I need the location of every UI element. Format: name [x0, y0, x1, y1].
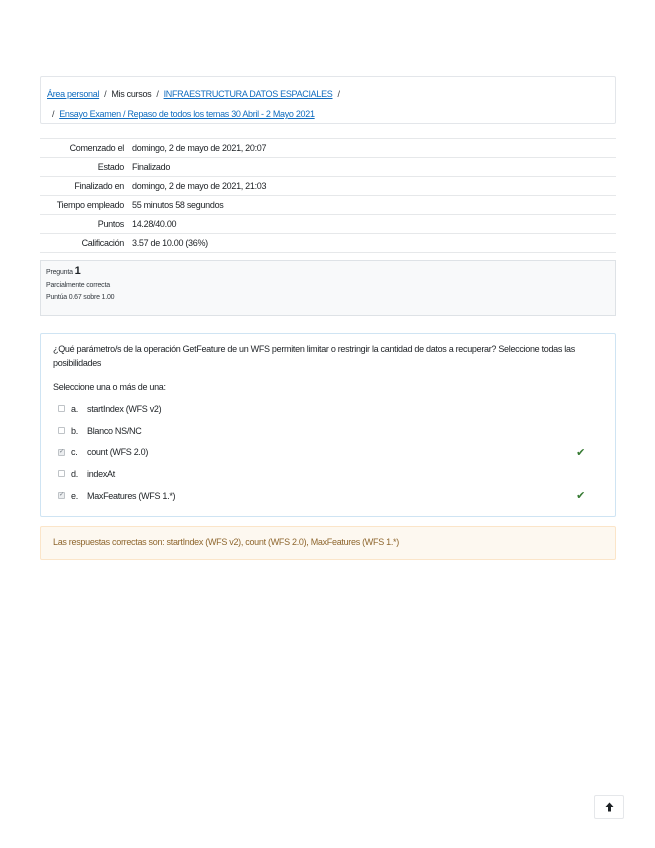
summary-value: 3.57 de 10.00 (36%): [132, 238, 208, 248]
breadcrumb-separator: /: [104, 89, 107, 99]
breadcrumb-course[interactable]: INFRAESTRUCTURA DATOS ESPACIALES: [163, 89, 333, 99]
summary-label: Calificación: [81, 238, 124, 248]
checkbox[interactable]: [58, 427, 65, 434]
summary-label: Estado: [97, 162, 124, 172]
breadcrumb-mis-cursos: Mis cursos: [111, 89, 152, 99]
question-info-panel: [40, 260, 616, 316]
breadcrumb-separator: /: [52, 109, 55, 119]
summary-row-finished: [40, 177, 616, 196]
summary-value: 55 minutos 58 segundos: [132, 200, 224, 210]
answer-option-d[interactable]: [53, 463, 603, 485]
summary-row-grade: [40, 234, 616, 253]
answer-option-b[interactable]: [53, 420, 603, 442]
question-number-value: 1: [74, 265, 81, 277]
option-label: startIndex (WFS v2): [87, 403, 162, 414]
summary-row-state: [40, 158, 616, 177]
checkbox[interactable]: [58, 470, 65, 477]
option-letter: e.: [71, 490, 78, 501]
answer-option-a[interactable]: [53, 398, 603, 420]
breadcrumb-separator: /: [156, 89, 159, 99]
summary-row-points: [40, 215, 616, 234]
check-icon: ✔: [576, 446, 585, 459]
summary-row-time: [40, 196, 616, 215]
option-label: indexAt: [87, 468, 115, 479]
summary-label: Finalizado en: [74, 181, 124, 191]
summary-label: Tiempo empleado: [56, 200, 124, 210]
checkbox[interactable]: [58, 405, 65, 412]
feedback-text: Las respuestas correctas son: startIndex (WFS v2), count (WFS 2.0), MaxFeatures (WFS 1.*): [53, 537, 399, 547]
option-letter: a.: [71, 403, 78, 414]
option-letter: b.: [71, 425, 78, 436]
breadcrumb: [40, 76, 616, 124]
option-label: MaxFeatures (WFS 1.*): [87, 490, 176, 501]
question-grade: Puntúa 0.67 sobre 1.00: [46, 294, 115, 301]
attempt-summary-table: [40, 138, 616, 253]
answer-prompt: Seleccione una o más de una:: [53, 382, 166, 392]
option-label: count (WFS 2.0): [87, 447, 149, 458]
question-state: Parcialmente correcta: [46, 282, 110, 289]
summary-label: Comenzado el: [69, 143, 124, 153]
back-to-top-button[interactable]: [594, 795, 624, 819]
question-label: Pregunta: [46, 269, 73, 276]
checkbox-checked[interactable]: ✓: [59, 448, 64, 455]
summary-value: domingo, 2 de mayo de 2021, 21:03: [132, 181, 267, 191]
summary-label: Puntos: [97, 219, 124, 229]
answer-list: [53, 398, 603, 506]
question-formulation: [40, 333, 616, 517]
option-letter: d.: [71, 468, 78, 479]
breadcrumb-separator: /: [337, 89, 340, 99]
checkbox-checked[interactable]: ✓: [59, 492, 64, 499]
summary-value: domingo, 2 de mayo de 2021, 20:07: [132, 143, 267, 153]
option-label: Blanco NS/NC: [87, 425, 142, 436]
option-letter: c.: [71, 447, 78, 458]
check-icon: ✔: [576, 490, 585, 503]
answer-option-e[interactable]: [53, 485, 603, 507]
breadcrumb-quiz[interactable]: Ensayo Examen / Repaso de todos los temas 30 Abril - 2 Mayo 2021: [59, 109, 315, 119]
summary-row-started: [40, 139, 616, 158]
question-text: ¿Qué parámetro/s de la operación GetFeature de un WFS permiten limitar o restringir la cantidad de datos a recuperar? Seleccione todas las posibilidades: [53, 344, 575, 368]
breadcrumb-area-personal[interactable]: Área personal: [47, 89, 100, 99]
question-number: [46, 265, 610, 277]
arrow-up-icon: [605, 802, 614, 812]
summary-value: Finalizado: [132, 162, 171, 172]
correct-answers-feedback: [40, 526, 616, 560]
summary-value: 14.28/40.00: [132, 219, 177, 229]
answer-option-c[interactable]: [53, 441, 603, 463]
